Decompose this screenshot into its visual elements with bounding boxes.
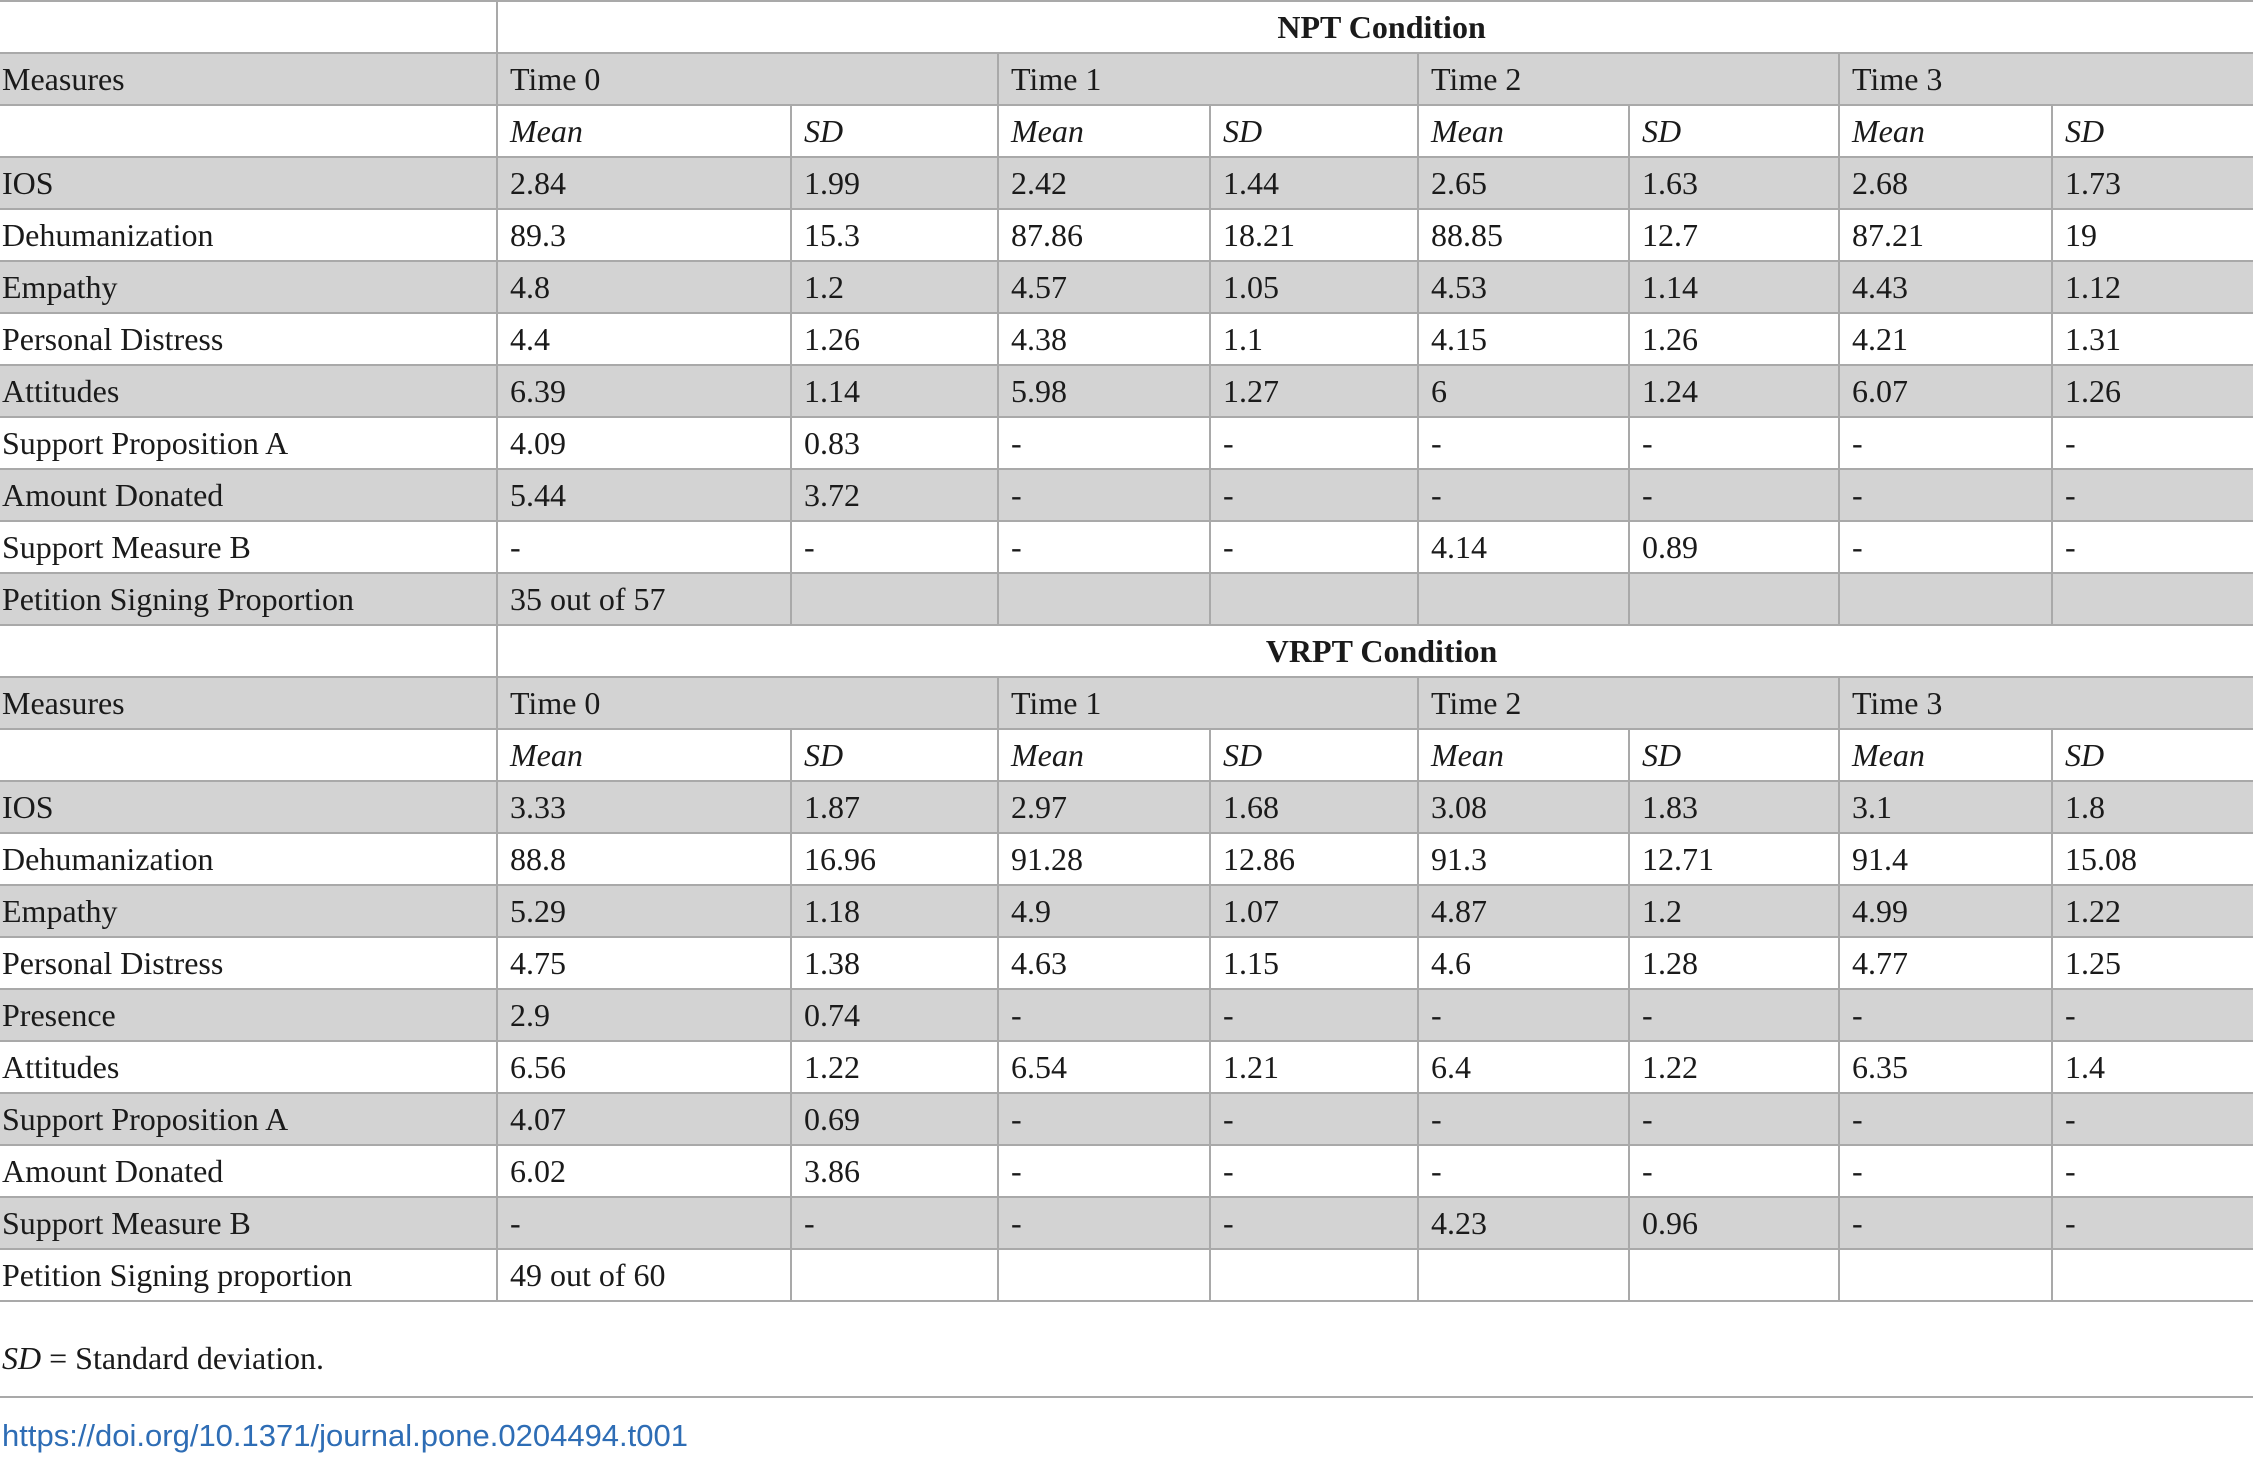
petition-value: 49 out of 60 <box>497 1249 791 1301</box>
mean-value: 88.85 <box>1418 209 1629 261</box>
mean-value: 87.21 <box>1839 209 2052 261</box>
table-row <box>0 365 2253 417</box>
table-row <box>0 1145 2253 1197</box>
vrpt-condition-title: VRPT Condition <box>497 625 2253 677</box>
petition-label: Petition Signing proportion <box>0 1249 497 1301</box>
sd-value: - <box>1629 417 1839 469</box>
sd-value: 1.87 <box>791 781 998 833</box>
empty-cell <box>998 1249 1210 1301</box>
table-row <box>0 417 2253 469</box>
mean-value: 4.14 <box>1418 521 1629 573</box>
sd-value: 1.8 <box>2052 781 2253 833</box>
mean-value: 6.07 <box>1839 365 2052 417</box>
mean-value: 4.99 <box>1839 885 2052 937</box>
sd-value: 1.26 <box>1629 313 1839 365</box>
vrpt-condition-header-row <box>0 625 2253 677</box>
mean-header: Mean <box>497 105 791 157</box>
empty-cell <box>0 1 497 53</box>
mean-value: - <box>1839 989 2052 1041</box>
table-row <box>0 209 2253 261</box>
mean-value: 4.09 <box>497 417 791 469</box>
sd-header: SD <box>791 729 998 781</box>
table-row <box>0 989 2253 1041</box>
sd-value: 1.2 <box>791 261 998 313</box>
sd-header: SD <box>1210 105 1418 157</box>
measure-label: Support Proposition A <box>0 1093 497 1145</box>
mean-value: 2.65 <box>1418 157 1629 209</box>
empty-cell <box>0 729 497 781</box>
sd-value: - <box>2052 989 2253 1041</box>
table-row <box>0 261 2253 313</box>
sd-value: - <box>2052 417 2253 469</box>
mean-value: 4.87 <box>1418 885 1629 937</box>
mean-value: - <box>998 989 1210 1041</box>
sd-value: 1.21 <box>1210 1041 1418 1093</box>
measure-label: Support Measure B <box>0 1197 497 1249</box>
mean-value: 5.29 <box>497 885 791 937</box>
petition-row <box>0 1249 2253 1301</box>
empty-cell <box>2052 573 2253 625</box>
mean-header: Mean <box>998 105 1210 157</box>
empty-cell <box>791 573 998 625</box>
mean-value: 4.57 <box>998 261 1210 313</box>
time-header: Time 2 <box>1418 53 1839 105</box>
measure-label: Empathy <box>0 261 497 313</box>
mean-value: - <box>998 1093 1210 1145</box>
sd-value: 1.1 <box>1210 313 1418 365</box>
sd-value: 1.24 <box>1629 365 1839 417</box>
sd-value: - <box>2052 1145 2253 1197</box>
sd-value: 1.22 <box>791 1041 998 1093</box>
sd-value: 0.69 <box>791 1093 998 1145</box>
sd-value: 1.4 <box>2052 1041 2253 1093</box>
mean-value: 4.8 <box>497 261 791 313</box>
mean-value: - <box>998 1197 1210 1249</box>
sd-value: 12.7 <box>1629 209 1839 261</box>
mean-value: - <box>998 469 1210 521</box>
mean-value: - <box>1418 1093 1629 1145</box>
mean-value: 4.43 <box>1839 261 2052 313</box>
sd-value: 3.86 <box>791 1145 998 1197</box>
sd-value: 1.14 <box>1629 261 1839 313</box>
sd-value: 1.14 <box>791 365 998 417</box>
sd-value: - <box>2052 1093 2253 1145</box>
measure-label: IOS <box>0 781 497 833</box>
mean-value: 6 <box>1418 365 1629 417</box>
mean-value: 4.6 <box>1418 937 1629 989</box>
mean-value: 91.28 <box>998 833 1210 885</box>
measure-label: Personal Distress <box>0 937 497 989</box>
mean-value: 2.68 <box>1839 157 2052 209</box>
mean-value: - <box>1839 1093 2052 1145</box>
measure-label: Dehumanization <box>0 209 497 261</box>
mean-value: - <box>497 521 791 573</box>
empty-cell <box>1210 573 1418 625</box>
table-row <box>0 1197 2253 1249</box>
sd-value: - <box>1210 1197 1418 1249</box>
doi-link[interactable]: https://doi.org/10.1371/journal.pone.0204494.t001 <box>2 1418 688 1453</box>
table-row <box>0 469 2253 521</box>
sd-value: - <box>2052 521 2253 573</box>
sd-value: - <box>1629 989 1839 1041</box>
sd-header: SD <box>1629 729 1839 781</box>
empty-cell <box>1629 1249 1839 1301</box>
empty-cell <box>1839 573 2052 625</box>
mean-value: 6.39 <box>497 365 791 417</box>
mean-header: Mean <box>497 729 791 781</box>
mean-value: 5.98 <box>998 365 1210 417</box>
sd-header: SD <box>1629 105 1839 157</box>
mean-header: Mean <box>1839 105 2052 157</box>
sd-value: 1.26 <box>791 313 998 365</box>
mean-value: - <box>1418 417 1629 469</box>
measures-header: Measures <box>0 677 497 729</box>
mean-value: 4.9 <box>998 885 1210 937</box>
measure-label: Support Measure B <box>0 521 497 573</box>
measure-label: Amount Donated <box>0 469 497 521</box>
table-row <box>0 521 2253 573</box>
sd-value: 15.08 <box>2052 833 2253 885</box>
sd-value: 1.68 <box>1210 781 1418 833</box>
table-row <box>0 1041 2253 1093</box>
mean-value: - <box>998 521 1210 573</box>
empty-cell <box>1629 573 1839 625</box>
empty-cell <box>1839 1249 2052 1301</box>
measure-label: Support Proposition A <box>0 417 497 469</box>
npt-stat-header-row <box>0 105 2253 157</box>
sd-value: 1.22 <box>1629 1041 1839 1093</box>
time-header: Time 1 <box>998 53 1418 105</box>
mean-value: 6.4 <box>1418 1041 1629 1093</box>
sd-value: - <box>1210 417 1418 469</box>
sd-value: 0.83 <box>791 417 998 469</box>
mean-value: 6.02 <box>497 1145 791 1197</box>
mean-value: - <box>1418 469 1629 521</box>
sd-value: 12.71 <box>1629 833 1839 885</box>
vrpt-time-header-row <box>0 677 2253 729</box>
empty-cell <box>1210 1249 1418 1301</box>
sd-value: 0.89 <box>1629 521 1839 573</box>
sd-value: 1.44 <box>1210 157 1418 209</box>
sd-value: 18.21 <box>1210 209 1418 261</box>
mean-value: 2.9 <box>497 989 791 1041</box>
sd-value: 1.83 <box>1629 781 1839 833</box>
mean-value: 3.33 <box>497 781 791 833</box>
sd-value: 1.26 <box>2052 365 2253 417</box>
table-row <box>0 1093 2253 1145</box>
petition-row <box>0 573 2253 625</box>
empty-cell <box>791 1249 998 1301</box>
empty-cell <box>0 105 497 157</box>
sd-value: 15.3 <box>791 209 998 261</box>
mean-value: 5.44 <box>497 469 791 521</box>
mean-value: - <box>998 1145 1210 1197</box>
measures-header: Measures <box>0 53 497 105</box>
time-header: Time 3 <box>1839 677 2253 729</box>
sd-value: 0.96 <box>1629 1197 1839 1249</box>
mean-value: 2.84 <box>497 157 791 209</box>
sd-value: - <box>2052 1197 2253 1249</box>
sd-value: - <box>1629 1093 1839 1145</box>
time-header: Time 0 <box>497 53 998 105</box>
mean-value: - <box>1418 1145 1629 1197</box>
empty-cell <box>1418 1249 1629 1301</box>
measure-label: Amount Donated <box>0 1145 497 1197</box>
mean-value: 4.15 <box>1418 313 1629 365</box>
sd-value: 1.31 <box>2052 313 2253 365</box>
npt-condition-header-row <box>0 1 2253 53</box>
petition-value: 35 out of 57 <box>497 573 791 625</box>
sd-value: - <box>1629 1145 1839 1197</box>
mean-header: Mean <box>1839 729 2052 781</box>
time-header: Time 3 <box>1839 53 2253 105</box>
sd-value: - <box>791 1197 998 1249</box>
measure-label: IOS <box>0 157 497 209</box>
measure-label: Personal Distress <box>0 313 497 365</box>
mean-header: Mean <box>1418 105 1629 157</box>
mean-value: 2.97 <box>998 781 1210 833</box>
npt-time-header-row <box>0 53 2253 105</box>
mean-value: 91.3 <box>1418 833 1629 885</box>
sd-value: 0.74 <box>791 989 998 1041</box>
sd-value: 1.07 <box>1210 885 1418 937</box>
mean-value: 4.07 <box>497 1093 791 1145</box>
petition-label: Petition Signing Proportion <box>0 573 497 625</box>
sd-value: 1.05 <box>1210 261 1418 313</box>
mean-value: - <box>497 1197 791 1249</box>
mean-value: 4.4 <box>497 313 791 365</box>
mean-value: - <box>1418 989 1629 1041</box>
mean-value: 88.8 <box>497 833 791 885</box>
mean-value: 4.53 <box>1418 261 1629 313</box>
sd-header: SD <box>2052 729 2253 781</box>
mean-value: 4.38 <box>998 313 1210 365</box>
sd-value: 1.18 <box>791 885 998 937</box>
mean-value: - <box>1839 469 2052 521</box>
sd-value: 1.12 <box>2052 261 2253 313</box>
mean-value: 4.75 <box>497 937 791 989</box>
sd-value: 1.73 <box>2052 157 2253 209</box>
mean-value: 87.86 <box>998 209 1210 261</box>
mean-value: - <box>1839 1145 2052 1197</box>
sd-value: 3.72 <box>791 469 998 521</box>
time-header: Time 1 <box>998 677 1418 729</box>
sd-value: - <box>1210 1145 1418 1197</box>
mean-value: 3.08 <box>1418 781 1629 833</box>
sd-header: SD <box>2052 105 2253 157</box>
mean-header: Mean <box>998 729 1210 781</box>
sd-value: 19 <box>2052 209 2253 261</box>
sd-value: - <box>791 521 998 573</box>
measure-label: Attitudes <box>0 1041 497 1093</box>
measure-label: Dehumanization <box>0 833 497 885</box>
table-row <box>0 885 2253 937</box>
table-row <box>0 937 2253 989</box>
footnote-text: = Standard deviation. <box>41 1340 324 1376</box>
mean-value: - <box>1839 1197 2052 1249</box>
sd-value: 1.22 <box>2052 885 2253 937</box>
sd-header: SD <box>1210 729 1418 781</box>
sd-value: - <box>1210 469 1418 521</box>
mean-value: - <box>1839 521 2052 573</box>
mean-value: 91.4 <box>1839 833 2052 885</box>
mean-value: 4.23 <box>1418 1197 1629 1249</box>
table-row <box>0 157 2253 209</box>
vrpt-stat-header-row <box>0 729 2253 781</box>
sd-value: - <box>1210 1093 1418 1145</box>
mean-value: 6.56 <box>497 1041 791 1093</box>
footnote-abbr: SD <box>2 1340 42 1376</box>
table-row <box>0 833 2253 885</box>
empty-cell <box>2052 1249 2253 1301</box>
sd-header: SD <box>791 105 998 157</box>
measure-label: Empathy <box>0 885 497 937</box>
sd-value: - <box>1210 989 1418 1041</box>
mean-value: 89.3 <box>497 209 791 261</box>
sd-value: 16.96 <box>791 833 998 885</box>
sd-value: 1.38 <box>791 937 998 989</box>
mean-value: 4.77 <box>1839 937 2052 989</box>
mean-value: - <box>1839 417 2052 469</box>
empty-cell <box>0 625 497 677</box>
mean-value: 2.42 <box>998 157 1210 209</box>
sd-value: 1.15 <box>1210 937 1418 989</box>
mean-value: 6.35 <box>1839 1041 2052 1093</box>
footer-divider <box>0 1396 2253 1398</box>
table-row <box>0 781 2253 833</box>
time-header: Time 2 <box>1418 677 1839 729</box>
time-header: Time 0 <box>497 677 998 729</box>
sd-value: - <box>1629 469 1839 521</box>
sd-value: 1.2 <box>1629 885 1839 937</box>
npt-condition-title: NPT Condition <box>497 1 2253 53</box>
sd-value: 12.86 <box>1210 833 1418 885</box>
table-body <box>0 1 2253 1301</box>
mean-value: 3.1 <box>1839 781 2052 833</box>
mean-value: - <box>998 417 1210 469</box>
sd-value: 1.25 <box>2052 937 2253 989</box>
empty-cell <box>1418 573 1629 625</box>
sd-value: 1.28 <box>1629 937 1839 989</box>
mean-value: 4.63 <box>998 937 1210 989</box>
mean-value: 4.21 <box>1839 313 2052 365</box>
sd-value: - <box>2052 469 2253 521</box>
table-row <box>0 313 2253 365</box>
mean-value: 6.54 <box>998 1041 1210 1093</box>
sd-value: 1.99 <box>791 157 998 209</box>
measure-label: Presence <box>0 989 497 1041</box>
mean-header: Mean <box>1418 729 1629 781</box>
table-footnote <box>2 1340 324 1377</box>
measure-label: Attitudes <box>0 365 497 417</box>
sd-value: - <box>1210 521 1418 573</box>
sd-value: 1.63 <box>1629 157 1839 209</box>
sd-value: 1.27 <box>1210 365 1418 417</box>
empty-cell <box>998 573 1210 625</box>
